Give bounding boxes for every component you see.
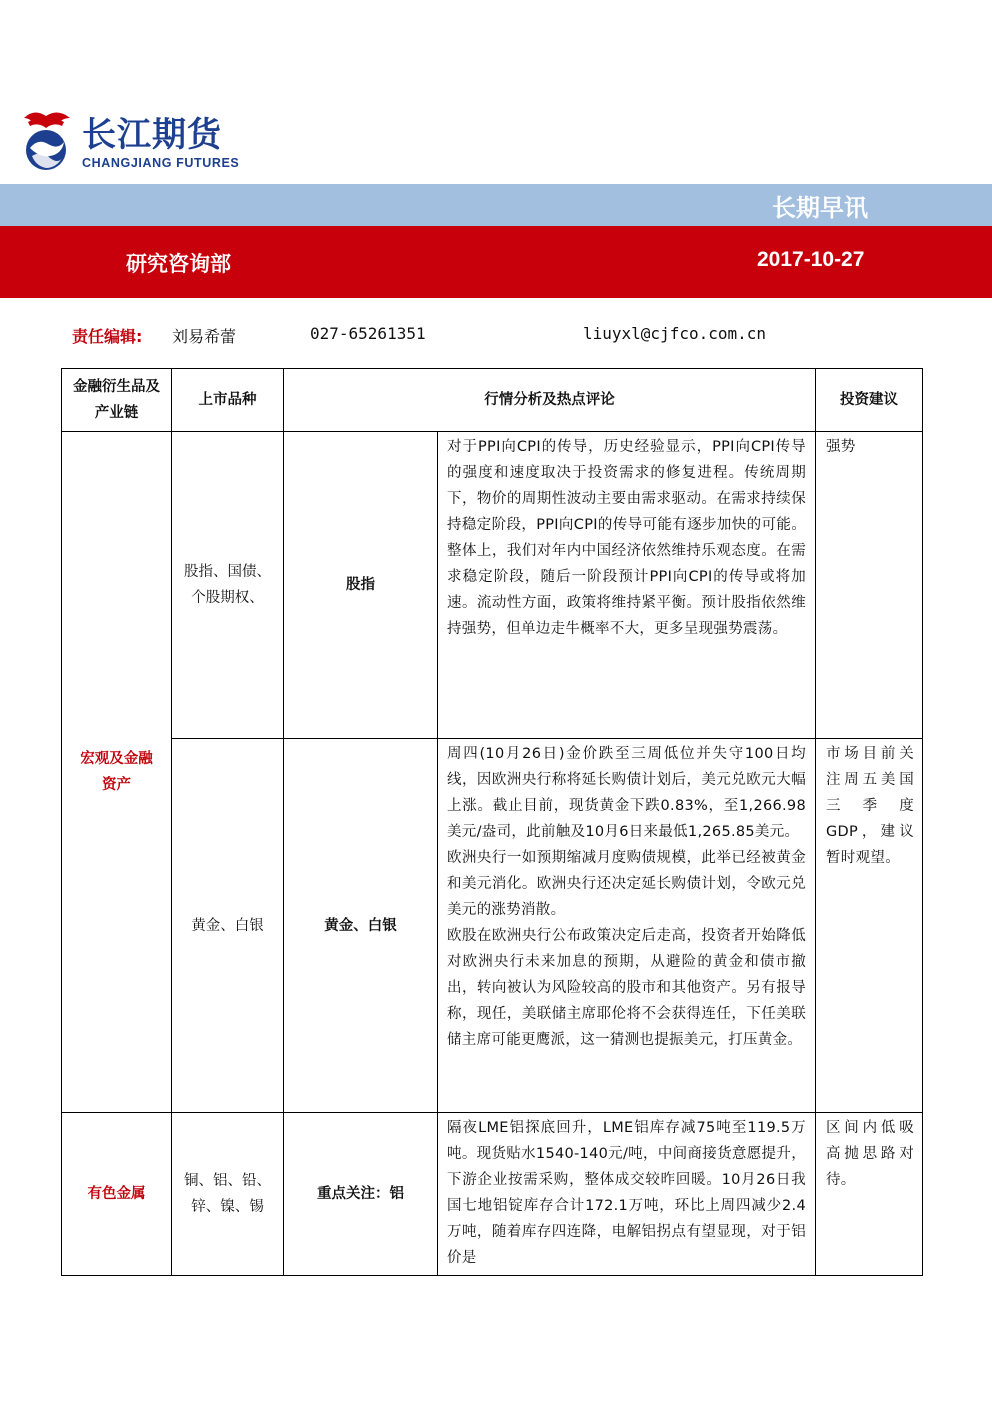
category-cell: 宏观及金融资产 [62,432,172,1113]
brand-logo [18,108,258,172]
table-row [62,432,923,739]
editor-phone: 027-65261351 [310,324,426,343]
table-row [62,739,923,1113]
editor-label: 责任编辑: [72,327,143,346]
report-title-band [0,184,992,226]
market-analysis-table [61,368,923,1276]
focus-cell: 黄金、白银 [284,739,438,1113]
advice-cell: 市场目前关注周五美国三季度GDP，建议暂时观望。 [816,739,923,1113]
table-header-row [62,369,923,432]
analysis-paragraph: 隔夜LME铝探底回升，LME铝库存减75吨至119.5万吨。现货贴水1540-140元/吨，中间商接货意愿提升，下游企业按需采购，整体成交较昨回暖。10月26日我国七地铝锭库存合计172.1万吨，环比上周四减少2.4万吨，随着库存四连降，电解铝拐点有望显现，对于铝价是 [447,1120,806,1266]
department-name: 研究咨询部 [126,252,231,276]
editor-name: 刘易希蕾 [172,327,237,346]
category-cell: 有色金属 [62,1113,172,1276]
editor-line [72,324,767,347]
report-title: 长期早讯 [772,194,868,222]
brand-name-cn: 长江期货 [82,115,222,155]
header-category: 金融衍生品及产业链 [62,369,172,432]
analysis-cell [438,432,816,739]
dragon-wave-logo-icon [18,108,74,172]
header-listed: 上市品种 [172,369,284,432]
editor-email[interactable]: liuyxl@cjfco.com.cn [583,324,767,343]
analysis-paragraph: 对于PPI向CPI的传导，历史经验显示，PPI向CPI传导的强度和速度取决于投资需求的修复进程。传统周期下，物价的周期性波动主要由需求驱动。在需求持续保持稳定阶段，PPI向CPI的传导可能有逐步加快的可能。整体上，我们对年内中国经济依然维持乐观态度。在需求稳定阶段，随后一阶段预计PPI向CPI的传导或将加速。流动性方面，政策将维持紧平衡。预计股指依然维持强势，但单边走牛概率不大，更多呈现强势震荡。 [447,439,806,637]
advice-cell: 强势 [816,432,923,739]
advice-cell: 区间内低吸高抛思路对待。 [816,1113,923,1276]
analysis-paragraph: 欧洲央行一如预期缩减月度购债规模，此举已经被黄金和美元消化。欧洲央行还决定延长购债计划，令欧元兑美元的涨势消散。 [447,850,806,918]
analysis-paragraph: 周四(10月26日)金价跌至三周低位并失守100日均线，因欧洲央行称将延长购债计划后，美元兑欧元大幅上涨。截止目前，现货黄金下跌0.83%，至1,266.98美元/盎司，此前触及10月6日来最低1,265.85美元。 [447,746,806,840]
report-date: 2017-10-27 [757,248,865,271]
focus-cell: 股指 [284,432,438,739]
header-analysis: 行情分析及热点评论 [284,369,816,432]
analysis-paragraph: 欧股在欧洲央行公布政策决定后走高，投资者开始降低对欧洲央行未来加息的预期，从避险的黄金和债市撤出，转向被认为风险较高的股市和其他资产。另有报导称，现任，美联储主席耶伦将不会获得连任，下任美联储主席可能更鹰派，这一猜测也提振美元，打压黄金。 [447,928,806,1048]
header-advice: 投资建议 [816,369,923,432]
focus-cell: 重点关注：铝 [284,1113,438,1276]
listed-cell: 黄金、白银 [172,739,284,1113]
listed-cell: 股指、国债、个股期权、 [172,432,284,739]
department-band [0,226,992,298]
table-row [62,1113,923,1276]
listed-cell: 铜、铝、铅、锌、镍、锡 [172,1113,284,1276]
analysis-cell [438,739,816,1113]
analysis-cell [438,1113,816,1276]
brand-name-en: CHANGJIANG FUTURES [82,156,240,170]
